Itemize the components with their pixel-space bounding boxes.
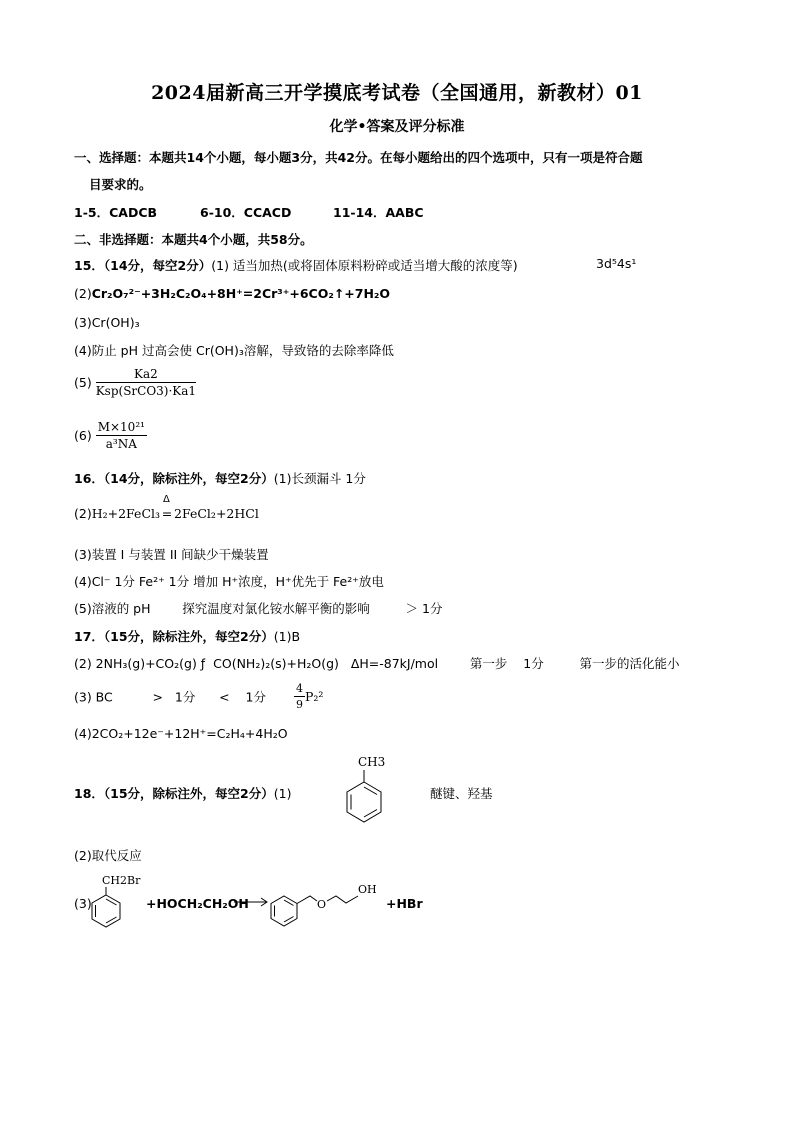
q16-part3: (3)装置 I 与装置 II 间缺少干燥装置 — [74, 547, 269, 562]
q15-part2: (2)Cr₂O₇²⁻+3H₂C₂O₄+8H⁺=2Cr³⁺+6CO₂↑+7H₂O — [74, 286, 391, 301]
q17-part4: (4)2CO₂+12e⁻+12H⁺=C₂H₄+4H₂O — [74, 726, 288, 741]
toluene-ring — [347, 782, 381, 822]
q16-part4: (4)Cl⁻ 1分 Fe²⁺ 1分 增加 H⁺浓度，H⁺优先于 Fe²⁺放电 — [74, 574, 384, 589]
q15-part6-fraction: $\frac{\text{M×10²¹}}{\text{a³NA}}$ — [97, 420, 145, 451]
answer-group-3: 11-14．AABC — [333, 205, 424, 220]
section1-heading-line1: 一、选择题：本题共14个小题，每小题3分，共42分。在每小题给出的四个选项中，只有一项是符合题 — [74, 150, 643, 165]
q15-part5: (5) $\frac{Ka2}{\text{Ksp(SrCO3)·Ka1}}$ — [74, 367, 197, 398]
benzyl-ring — [92, 895, 120, 927]
q18-line1: 18．（15分，除标注外，每空2分）(1) — [74, 786, 292, 801]
answer-group-2: 6-10．CCACD — [200, 205, 292, 220]
q16-part2: (2)H₂+2FeCl₃ Δ = 2FeCl₂+2HCl — [74, 494, 259, 521]
q15-part4: (4)防止 pH 过高会使 Cr(OH)₃溶解，导致铬的去除率降低 — [74, 343, 394, 358]
q18-part3-label: (3) — [74, 896, 92, 911]
q15-part5-fraction: $\frac{Ka2}{\text{Ksp(SrCO3)·Ka1}}$ — [95, 367, 197, 398]
toluene-structure — [340, 752, 390, 832]
product-hydroxyl: OH — [358, 883, 377, 896]
reaction-arrow — [234, 895, 270, 909]
q17-line1: 17．（15分，除标注外，每空2分）(1)B — [74, 629, 301, 644]
q17-part3-fraction: $\frac{4}{9}$ — [295, 682, 303, 711]
benzyl-bromide-structure — [86, 870, 141, 932]
q15-part6: (6) $\frac{\text{M×10²¹}}{\text{a³NA}}$ — [74, 420, 145, 451]
q18-reagent: +HOCH₂CH₂OH — [146, 896, 249, 911]
product-chain-left — [297, 896, 317, 904]
q15-electron-config: 3d⁵4s¹ — [596, 256, 637, 271]
q17-part3: (3) BC > 1分 < 1分 $\frac{4}{9}$ P₂² — [74, 682, 324, 711]
benzyl-ch2br-label: CH2Br — [102, 874, 141, 887]
q15-part3: (3)Cr(OH)₃ — [74, 315, 140, 330]
section1-heading-line2: 目要求的。 — [89, 177, 152, 192]
q16-part5: (5)溶液的 pH 探究温度对氯化铵水解平衡的影响 ＞ 1分 — [74, 601, 443, 616]
q18-byproduct: +HBr — [386, 896, 423, 911]
q18-functional-groups: 醚键、羟基 — [430, 786, 493, 801]
section2-heading: 二、非选择题：本题共4个小题，共58分。 — [74, 232, 313, 247]
product-structure — [266, 876, 386, 928]
page-subtitle: 化学•答案及评分标准 — [329, 119, 465, 135]
product-chain-right — [327, 896, 358, 903]
page-title: 2024届新高三开学摸底考试卷（全国通用，新教材）01 — [151, 82, 643, 104]
q18-part2: (2)取代反应 — [74, 848, 142, 863]
product-ether-oxygen: O — [317, 898, 327, 911]
q15-line1: 15．（14分，每空2分）(1) 适当加热(或将固体原料粉碎或适当增大酸的浓度等) — [74, 258, 518, 273]
q17-part2: (2) 2NH₃(g)+CO₂(g) ƒ CO(NH₂)₂(s)+H₂O(g) ΔH=-87kJ/mol 第一步 1分 第一步的活化能小 — [74, 656, 680, 671]
q16-line1: 16．（14分，除标注外，每空2分）(1)长颈漏斗 1分 — [74, 471, 366, 486]
toluene-ch3-label: CH3 — [358, 755, 386, 769]
answer-group-1: 1-5．CADCB — [74, 205, 158, 220]
